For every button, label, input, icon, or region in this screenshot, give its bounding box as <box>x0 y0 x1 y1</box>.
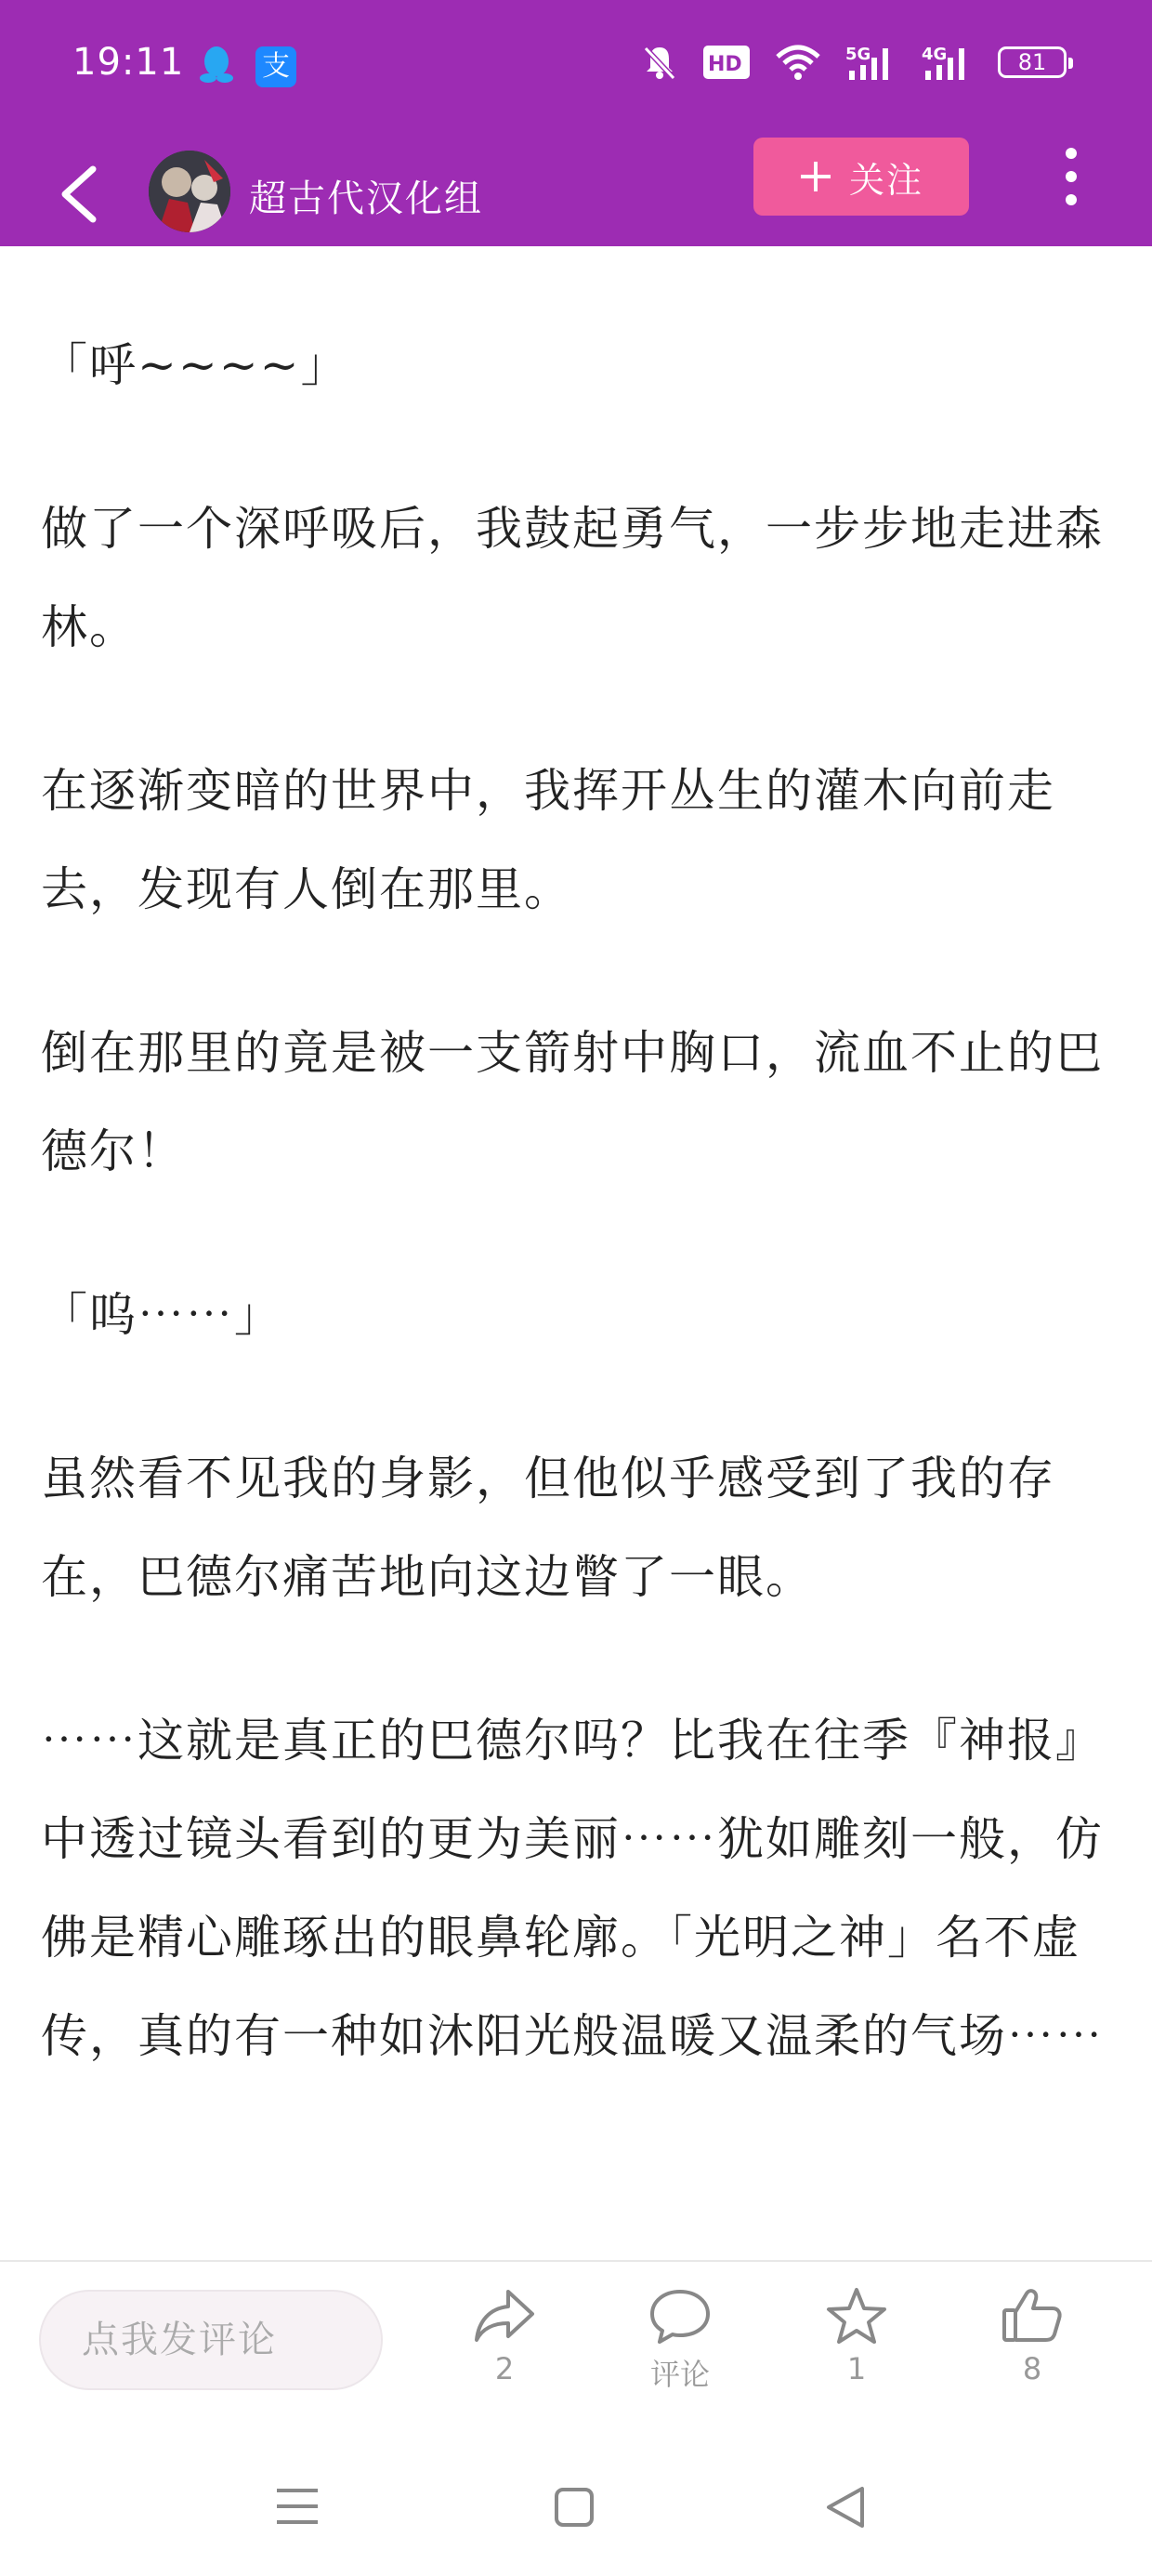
battery-indicator: 81 <box>998 46 1067 78</box>
system-navigation-bar <box>0 2453 1152 2576</box>
menu-icon[interactable] <box>275 2487 320 2526</box>
signal-4g-icon <box>922 43 974 82</box>
qq-icon <box>198 45 235 85</box>
comment-input[interactable]: 点我发评论 <box>39 2290 383 2390</box>
status-icons <box>641 43 1067 82</box>
wifi-icon <box>775 44 821 81</box>
article-body <box>41 316 1119 2150</box>
favorite-button[interactable] <box>801 2286 912 2386</box>
article-paragraph: 虽然看不见我的身影，但他似乎感受到了我的存在，巴德尔痛苦地向这边瞥了一眼。 <box>41 1452 1055 1604</box>
article-paragraph: 「呜⋯⋯」 <box>41 1288 282 1342</box>
back-arrow-icon[interactable] <box>54 164 106 225</box>
follow-label: 关注 <box>848 159 923 201</box>
plus-icon <box>799 160 832 193</box>
back-triangle-icon[interactable] <box>825 2485 866 2530</box>
avatar-image <box>149 151 230 232</box>
comment-bubble-icon <box>647 2286 713 2346</box>
star-icon <box>823 2286 890 2346</box>
share-button[interactable] <box>449 2286 560 2386</box>
follow-button[interactable] <box>753 138 969 216</box>
article-paragraph: 做了一个深呼吸后，我鼓起勇气，一步步地走进森林。 <box>41 502 1104 654</box>
comment-label: 评论 <box>649 2357 710 2392</box>
network-4g-label: 4G <box>922 45 948 64</box>
network-5g-label: 5G <box>845 45 871 64</box>
share-icon <box>471 2286 538 2346</box>
status-time: 19:11 <box>72 41 185 84</box>
like-button[interactable] <box>976 2286 1088 2386</box>
group-avatar[interactable] <box>149 151 230 232</box>
article-paragraph: ⋯⋯这就是真正的巴德尔吗？比我在往季『神报』中透过镜头看到的更为美丽⋯⋯犹如雕刻一般，仿佛是精心雕琢出的眼鼻轮廓。「光明之神」名不虚传，真的有一种如沐阳光般温暖又温柔的气场⋯⋯ <box>41 1714 1104 2063</box>
like-count: 8 <box>1022 2351 1042 2386</box>
article-paragraph: 「呼~~~~」 <box>41 338 349 392</box>
more-options-icon[interactable] <box>1061 144 1081 209</box>
article-paragraph: 在逐渐变暗的世界中，我挥开丛生的灌木向前走去，发现有人倒在那里。 <box>41 764 1055 916</box>
favorite-count: 1 <box>846 2351 867 2386</box>
mute-icon <box>641 44 678 81</box>
article-paragraph: 倒在那里的竟是被一支箭射中胸口，流血不止的巴德尔！ <box>41 1026 1104 1178</box>
status-bar <box>0 0 1152 139</box>
home-icon[interactable] <box>554 2487 595 2528</box>
bottom-bar-divider <box>0 2260 1152 2262</box>
share-count: 2 <box>494 2351 515 2386</box>
comment-button[interactable] <box>624 2286 736 2394</box>
group-name[interactable]: 超古代汉化组 <box>249 177 483 220</box>
thumbs-up-icon <box>999 2286 1066 2346</box>
hd-icon <box>702 45 751 80</box>
header-bar <box>0 139 1152 246</box>
alipay-icon: 支 <box>255 46 296 87</box>
signal-5g-icon <box>845 43 897 82</box>
hd-label: HD <box>708 53 742 76</box>
